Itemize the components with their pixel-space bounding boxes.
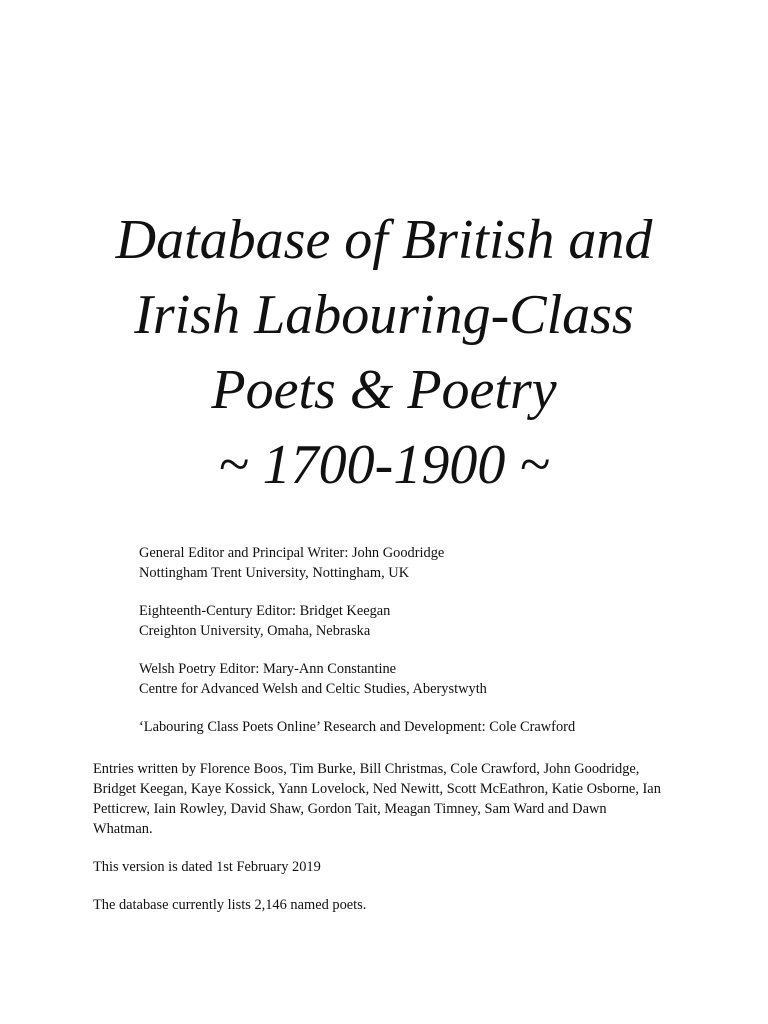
poet-count-statement: The database currently lists 2,146 named poets.: [93, 897, 367, 913]
editor-credits: [139, 543, 739, 755]
editor-affiliation: Creighton University, Omaha, Nebraska: [139, 623, 371, 639]
editor-affiliation: Centre for Advanced Welsh and Celtic Studies, Aberystwyth: [139, 681, 487, 697]
version-statement: This version is dated 1st February 2019: [93, 859, 321, 875]
editor-research-development: [139, 717, 739, 737]
editor-role: General Editor and Principal Writer: John Goodridge: [139, 545, 445, 561]
document-body: [93, 759, 665, 933]
editor-affiliation: Nottingham Trent University, Nottingham, UK: [139, 565, 410, 581]
title-line-3: Poets & Poetry: [211, 359, 557, 421]
editor-role: Eighteenth-Century Editor: Bridget Keegan: [139, 603, 391, 619]
title-line-4: ~ 1700-1900 ~: [218, 434, 550, 496]
editor-role: ‘Labouring Class Poets Online’ Research and Development: Cole Crawford: [139, 719, 576, 735]
contributors-paragraph: Entries written by Florence Boos, Tim Burke, Bill Christmas, Cole Crawford, John Goodridge, Bridget Keegan, Kaye Kossick, Yann Lovelock, Ned Newitt, Scott McEathron, Katie Osborne, Ian Petticrew, Iain Rowley, David Shaw, Gordon Tait, Meagan Timney, Sam Ward and Dawn Whatman.: [93, 761, 661, 837]
title-line-1: Database of British and: [115, 209, 653, 271]
document-title: [0, 203, 768, 503]
editor-eighteenth-century: [139, 601, 739, 641]
editor-welsh-poetry: [139, 659, 739, 699]
title-line-2: Irish Labouring-Class: [134, 284, 634, 346]
editor-role: Welsh Poetry Editor: Mary-Ann Constantine: [139, 661, 397, 677]
editor-general: [139, 543, 739, 583]
